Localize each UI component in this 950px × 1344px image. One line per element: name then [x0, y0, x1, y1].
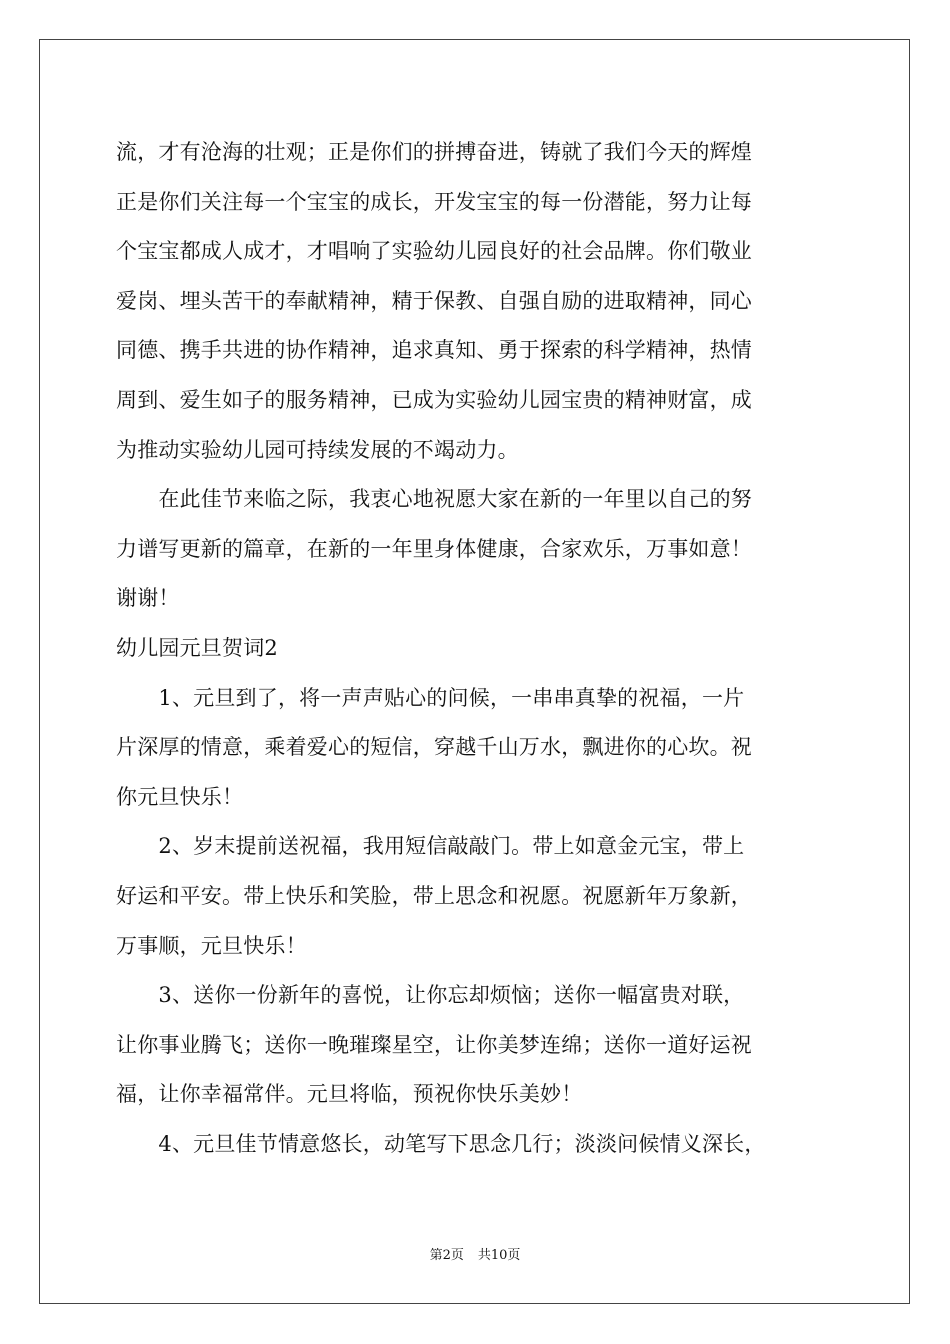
page-total: 共10页 [477, 1248, 521, 1263]
page-footer [0, 1246, 950, 1266]
text-line: 正是你们关注每一个宝宝的成长，开发宝宝的每一份潜能，努力让每 [116, 189, 752, 214]
text-line: 1、元旦到了，将一声声贴心的问候，一串串真挚的祝福，一片 [116, 685, 745, 710]
text-line: 4、元旦佳节情意悠长，动笔写下思念几行；淡淡问候情义深长， [116, 1131, 766, 1156]
text-line: 好运和平安。带上快乐和笑脸，带上思念和祝愿。祝愿新年万象新， [116, 883, 752, 908]
document-body [116, 128, 836, 1169]
text-line: 周到、爱生如子的服务精神，已成为实验幼儿园宝贵的精神财富，成 [116, 387, 752, 412]
text-line: 让你事业腾飞；送你一晚璀璨星空，让你美梦连绵；送你一道好运祝 [116, 1032, 752, 1057]
text-line: 同德、携手共进的协作精神，追求真知、勇于探索的科学精神，热情 [116, 338, 752, 363]
text-line: 在此佳节来临之际，我衷心地祝愿大家在新的一年里以自己的努 [116, 487, 752, 512]
text-line: 福，让你幸福常伴。元旦将临，预祝你快乐美妙！ [116, 1082, 583, 1107]
text-line: 片深厚的情意，乘着爱心的短信，穿越千山万水，飘进你的心坎。祝 [116, 735, 752, 760]
text-line: 万事顺，元旦快乐！ [116, 933, 307, 958]
text-line: 个宝宝都成人成才，才唱响了实验幼儿园良好的社会品牌。你们敬业 [116, 239, 752, 264]
page-number: 第2页 [429, 1248, 464, 1263]
text-line: 2、岁末提前送祝福，我用短信敲敲门。带上如意金元宝，带上 [116, 834, 745, 859]
text-line: 为推动实验幼儿园可持续发展的不竭动力。 [116, 437, 519, 462]
text-line: 3、送你一份新年的喜悦，让你忘却烦恼；送你一幅富贵对联， [116, 983, 745, 1008]
text-line: 流，才有沧海的壮观；正是你们的拼搏奋进，铸就了我们今天的辉煌 [116, 140, 752, 164]
section-heading: 幼儿园元旦贺词2 [116, 635, 278, 660]
text-line: 力谱写更新的篇章，在新的一年里身体健康，合家欢乐，万事如意！ [116, 536, 752, 561]
text-line: 你元旦快乐！ [116, 784, 244, 809]
text-line: 谢谢！ [116, 586, 180, 611]
text-line: 爱岗、埋头苦干的奉献精神，精于保教、自强自励的进取精神，同心 [116, 288, 752, 313]
